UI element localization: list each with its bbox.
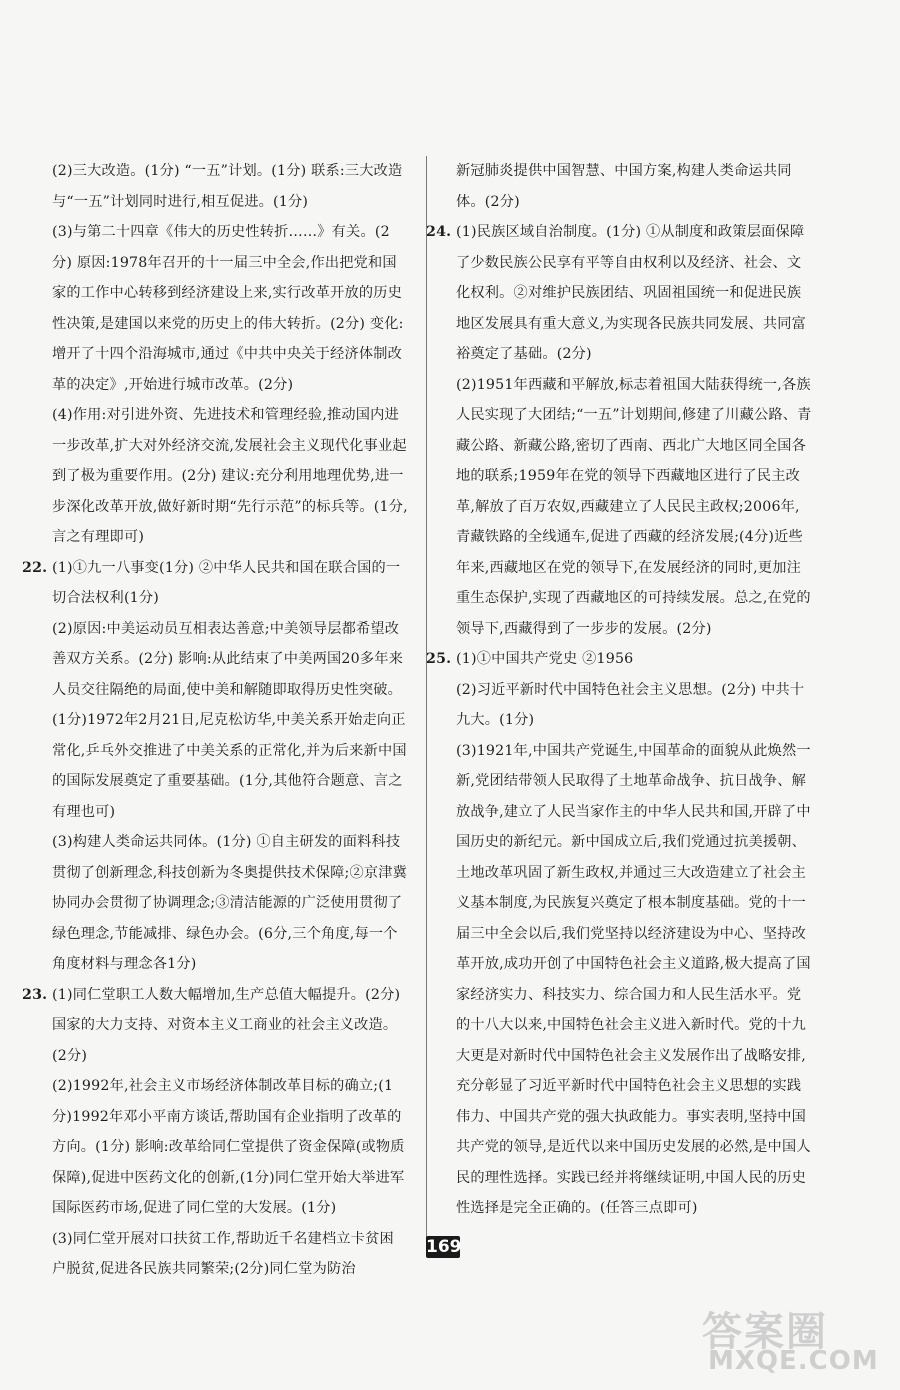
- q25-part2: (2)习近平新时代中国特色社会主义思想。(2分) 中共十九大。(1分): [456, 681, 805, 728]
- q22-part1: (1)①九一八事变(1分) ②中华人民共和国在联合国的一切合法权利(1分): [52, 559, 401, 606]
- q24-part2: (2)1951年西藏和平解放,标志着祖国大陆获得统一,各族人民实现了大团结;“一五”计划期间,修建了川藏公路、青藏公路、新藏公路,密切了西南、西北广大地区同全国各地的联系;1959年在党的领导下西藏地区进行了民主改革,解放了百万农奴,西藏建立了人民民主政权;2006年,青藏铁路的全线通车,促进了西藏的经济发展;(4分)近些年来,西藏地区在党的领导下,在发展经济的同时,更加注重生态保护,实现了西藏地区的可持续发展。总之,在党的领导下,西藏得到了一步步的发展。(2分): [456, 376, 812, 637]
- q21-part4: (4)作用:对引进外资、先进技术和管理经验,推动国内进一步改革,扩大对外经济交流,发展社会主义现代化事业起到了极为重要作用。(2分) 建议:充分利用地理优势,进一步深化改革开放,做好新时期“先行示范”的标兵等。(1分,言之有理即可): [52, 407, 408, 545]
- q24-part1: (1)民族区域自治制度。(1分) ①从制度和政策层面保障了少数民族公民享有平等自由权利以及经济、社会、文化权利。②对维护民族团结、巩固祖国统一和促进民族地区发展具有重大意义,为实现各民族共同发展、共同富裕奠定了基础。(2分): [456, 224, 807, 362]
- page-number: 169: [426, 1237, 462, 1257]
- q21-part2: (2)三大改造。(1分) “一五”计划。(1分) 联系:三大改造与“一五”计划同时进行,相互促进。(1分): [52, 163, 403, 210]
- question-22: [22, 553, 408, 614]
- question-number: 23.: [22, 986, 48, 1003]
- q21-part3: (3)与第二十四章《伟大的历史性转折……》有关。(2分) 原因:1978年召开的十一届三中全会,作出把党和国家的工作中心转移到经济建设上来,实行改革开放的历史性决策,是建国以来党的历史上的伟大转折。(2分) 变化:增开了十四个沿海城市,通过《中共中央关于经济体制改革的决定》,开始进行城市改革。(2分): [52, 224, 404, 393]
- q23-part3: (3)同仁堂开展对口扶贫工作,帮助近千名建档立卡贫困户脱贫,促进各民族共同繁荣;(2分)同仁堂为防治: [52, 1230, 394, 1277]
- q22-part3: (3)构建人类命运共同体。(1分) ①自主研发的面料科技贯彻了创新理念,科技创新为冬奥提供技术保障;②京津冀协同办会贯彻了协调理念;③清洁能源的广泛使用贯彻了绿色理念,节能减排、绿色办会。(6分,三个角度,每一个角度材料与理念各1分): [52, 834, 407, 972]
- q25-part1: (1)①中国共产党史 ②1956: [456, 651, 634, 667]
- q22-part2: (2)原因:中美运动员互相表达善意;中美领导层都希望改善双方关系。(2分) 影响:从此结束了中美两国20多年来人员交往隔绝的局面,使中美和解随即取得历史性突破。(1分)1972年2月21日,尼克松访华,中美关系开始走向正常化,乒乓外交推进了中美关系的正常化,并为后来新中国的国际发展奠定了重要基础。(1分,其他符合题意、言之有理也可): [52, 620, 407, 820]
- question-number: 25.: [426, 651, 452, 667]
- question-24: [426, 217, 812, 370]
- q23-continued: 新冠肺炎提供中国智慧、中国方案,构建人类命运共同体。(2分): [456, 163, 792, 210]
- question-23: [22, 980, 408, 1072]
- watermark-logo: 答案圈: [702, 1309, 828, 1355]
- watermark: [702, 1300, 892, 1380]
- right-column: [426, 156, 812, 1224]
- q23-part1: (1)同仁堂职工人数大幅增加,生产总值大幅提升。(2分) 国家的大力支持、对资本主义工商业的社会主义改造。(2分): [52, 986, 401, 1064]
- question-25: [426, 644, 812, 675]
- left-column: [22, 156, 408, 1285]
- watermark-url: MXQE.COM: [708, 1346, 879, 1376]
- q23-part2: (2)1992年,社会主义市场经济体制改革目标的确立;(1分)1992年邓小平南方谈话,帮助国有企业指明了改革的方向。(1分) 影响:改革给同仁堂提供了资金保障(或物质保障),促进中医药文化的创新,(1分)同仁堂开始大举进军国际医药市场,促进了同仁堂的大发展。(1分): [52, 1078, 405, 1216]
- column-divider: [426, 156, 427, 1246]
- question-number: 24.: [426, 224, 452, 240]
- question-number: 22.: [22, 559, 48, 576]
- q25-part3: (3)1921年,中国共产党诞生,中国革命的面貌从此焕然一新,党团结带领人民取得了土地革命战争、抗日战争、解放战争,建立了人民当家作主的中华人民共和国,开辟了中国历史的新纪元。新中国成立后,我们党通过抗美援朝、土地改革巩固了新生政权,并通过三大改造建立了社会主义基本制度,为民族复兴奠定了根本制度基础。党的十一届三中全会以后,我们党坚持以经济建设为中心、坚持改革开放,成功开创了中国特色社会主义道路,极大提高了国家经济实力、科技实力、综合国力和人民生活水平。党的十八大以来,中国特色社会主义进入新时代。党的十九大更是对新时代中国特色社会主义发展作出了战略安排,充分彰显了习近平新时代中国特色社会主义思想的实践伟力、中国共产党的强大执政能力。事实表明,坚持中国共产党的领导,是近代以来中国历史发展的必然,是中国人民的理性选择。实践已经并将继续证明,中国人民的历史性选择是完全正确的。(任答三点即可): [456, 742, 811, 1216]
